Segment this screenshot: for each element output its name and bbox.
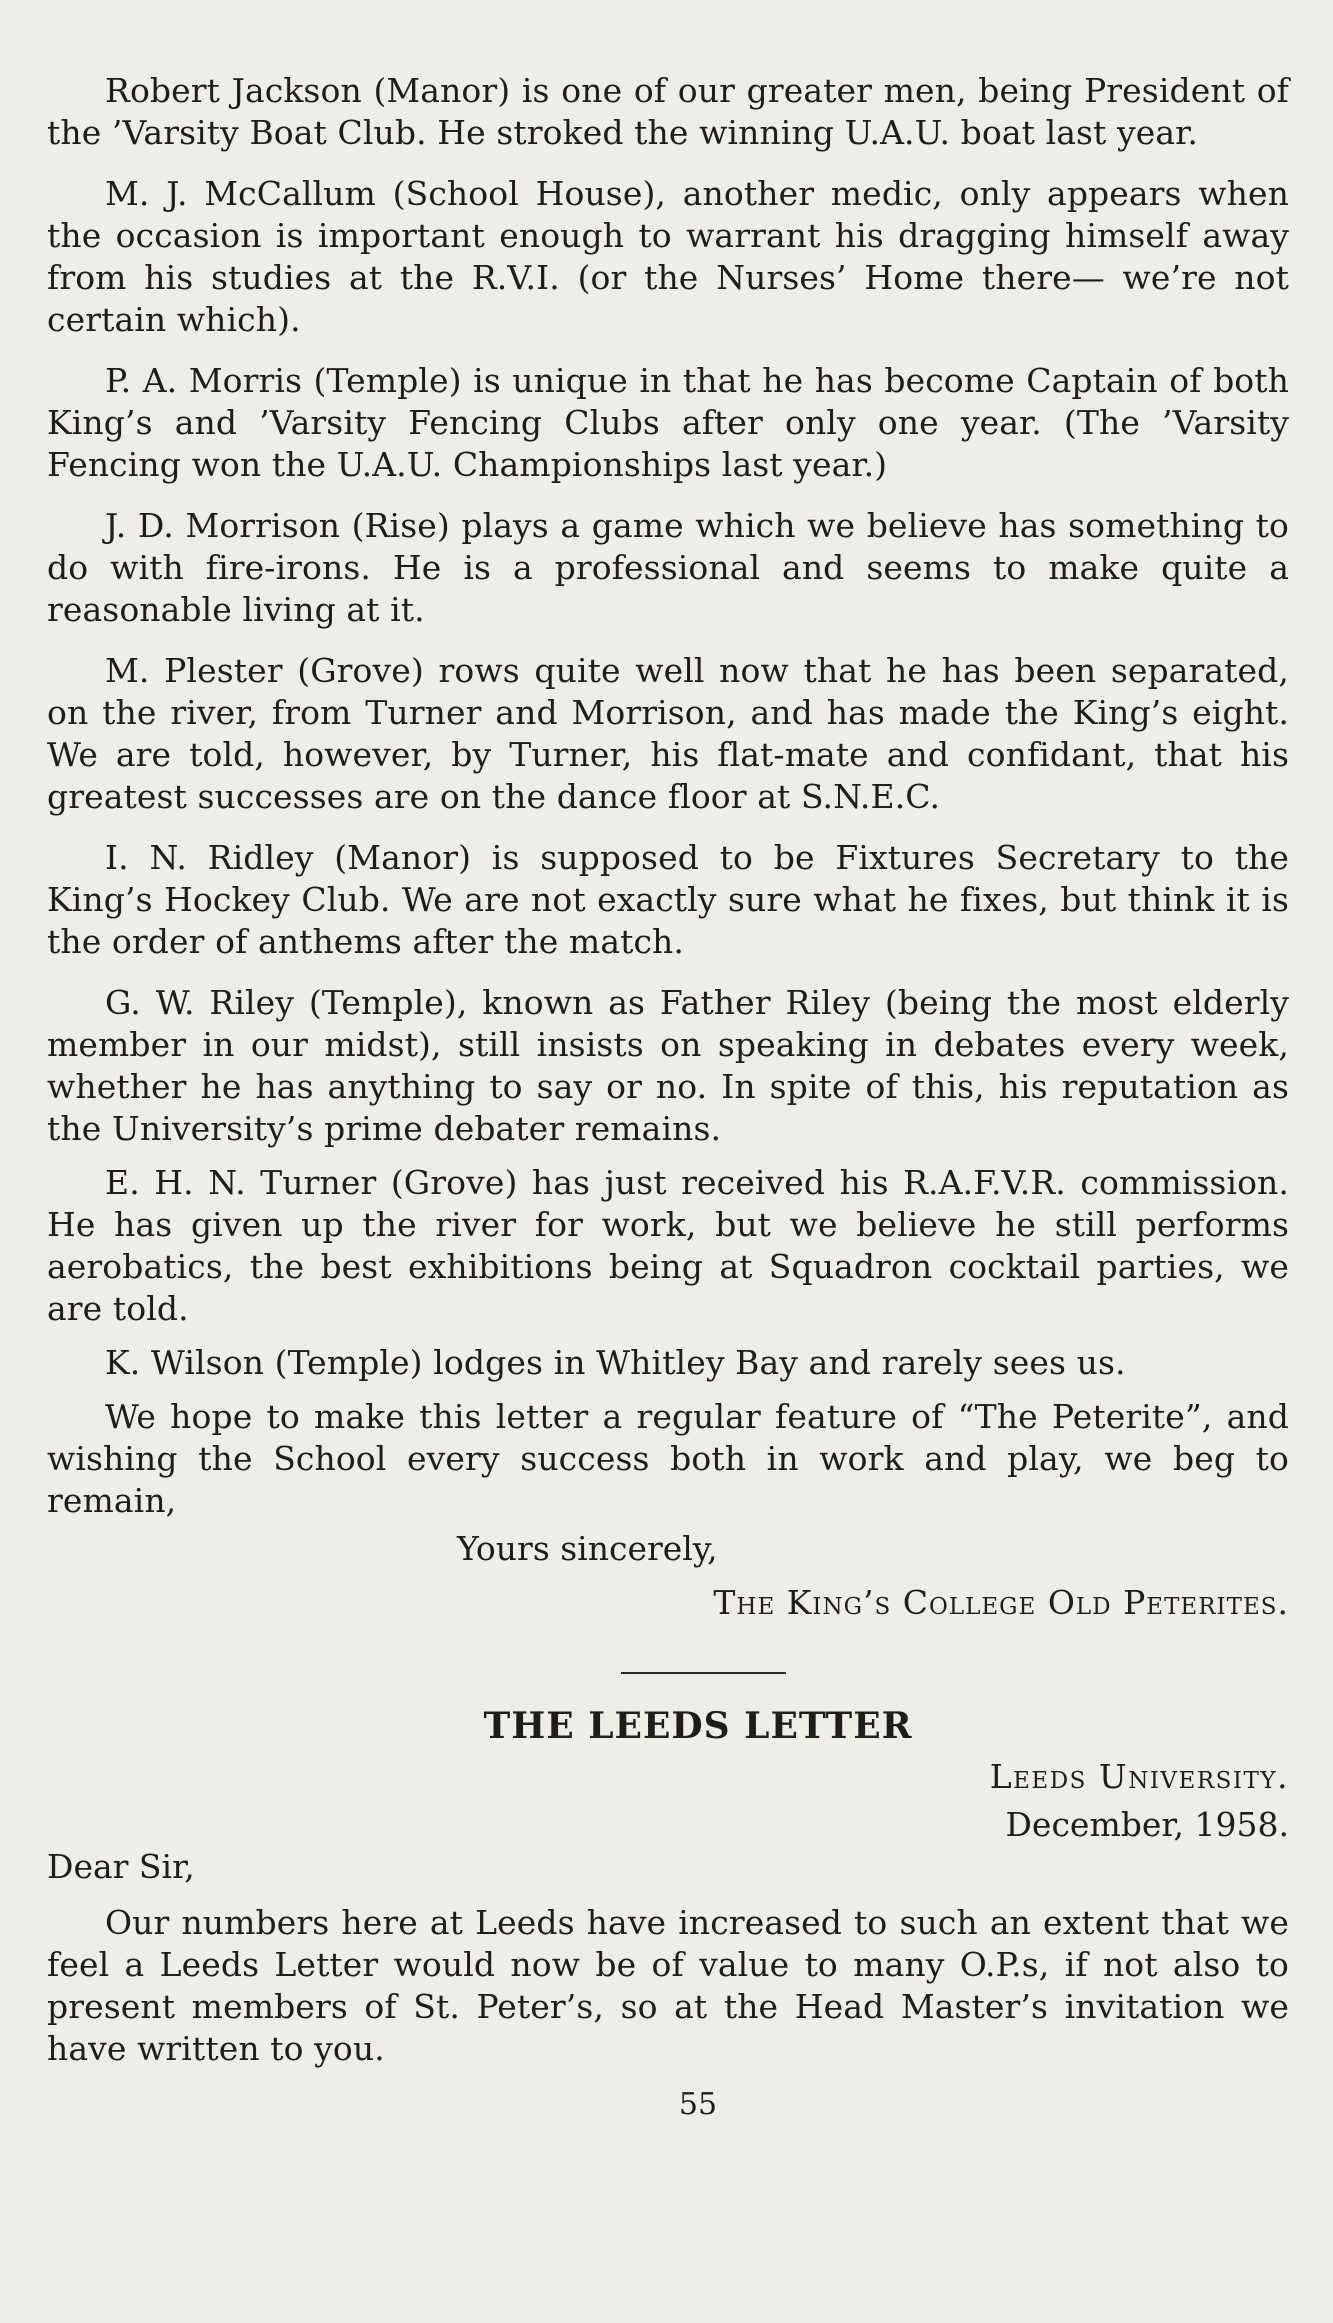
section-heading: THE LEEDS LETTER (483, 1705, 913, 1747)
paragraph-closing: We hope to make this letter a regular feature of “The Peterite”, and wishing the School every success both in work and play, we beg to remain, (47, 1397, 1289, 1520)
paragraph-morris: P. A. Morris (Temple) is unique in that he has become Captain of both King’s and ’Varsity Fencing Clubs after only one year. (The ’Varsity Fencing won the U.A.U. Championships last year.) (47, 361, 1289, 484)
letter-salutation: Dear Sir, (47, 1847, 195, 1886)
section-divider (621, 1672, 786, 1674)
page-number: 55 (678, 2087, 718, 2122)
letter-date: December, 1958. (1005, 1805, 1289, 1844)
document-page (47, 70, 1289, 2122)
paragraph-leeds-body: Our numbers here at Leeds have increased to such an extent that we feel a Leeds Letter would now be of value to many O.P.s, if not also to present members of St. Peter’s, so at the Head Master’s invitation we have written to you. (47, 1903, 1289, 2068)
closing-signature: The King’s College Old Peterites. (713, 1583, 1289, 1622)
letter-address: Leeds University. (989, 1757, 1289, 1796)
paragraph-plester: M. Plester (Grove) rows quite well now that he has been separated, on the river, from Turner and Morrison, and has made the King’s eight. We are told, however, by Turner, his flat-mate and confidant, that his greatest successes are on the dance floor at S.N.E.C. (47, 651, 1289, 816)
paragraph-morrison: J. D. Morrison (Rise) plays a game which we believe has something to do with fire-irons. He is a professional and seems to make quite a reasonable living at it. (47, 506, 1289, 629)
paragraph-ridley: I. N. Ridley (Manor) is supposed to be Fixtures Secretary to the King’s Hockey Club. We are not exactly sure what he fixes, but think it is the order of anthems after the match. (47, 838, 1289, 961)
paragraph-riley: G. W. Riley (Temple), known as Father Riley (being the most elderly member in our midst), still insists on speaking in debates every week, whether he has anything to say or no. In spite of this, his reputation as the University’s prime debater remains. (47, 983, 1289, 1148)
closing-yours: Yours sincerely, (457, 1529, 718, 1568)
paragraph-mccallum: M. J. McCallum (School House), another medic, only appears when the occasion is important enough to warrant his dragging himself away from his studies at the R.V.I. (or the Nurses’ Home there— we’re not certain which). (47, 174, 1289, 339)
paragraph-jackson: Robert Jackson (Manor) is one of our greater men, being President of the ’Varsity Boat Club. He stroked the winning U.A.U. boat last year. (47, 71, 1289, 152)
paragraph-wilson: K. Wilson (Temple) lodges in Whitley Bay and rarely sees us. (105, 1343, 1126, 1382)
paragraph-turner: E. H. N. Turner (Grove) has just received his R.A.F.V.R. commission. He has given up the river for work, but we believe he still performs aerobatics, the best exhibitions being at Squadron cocktail parties, we are told. (47, 1163, 1289, 1328)
